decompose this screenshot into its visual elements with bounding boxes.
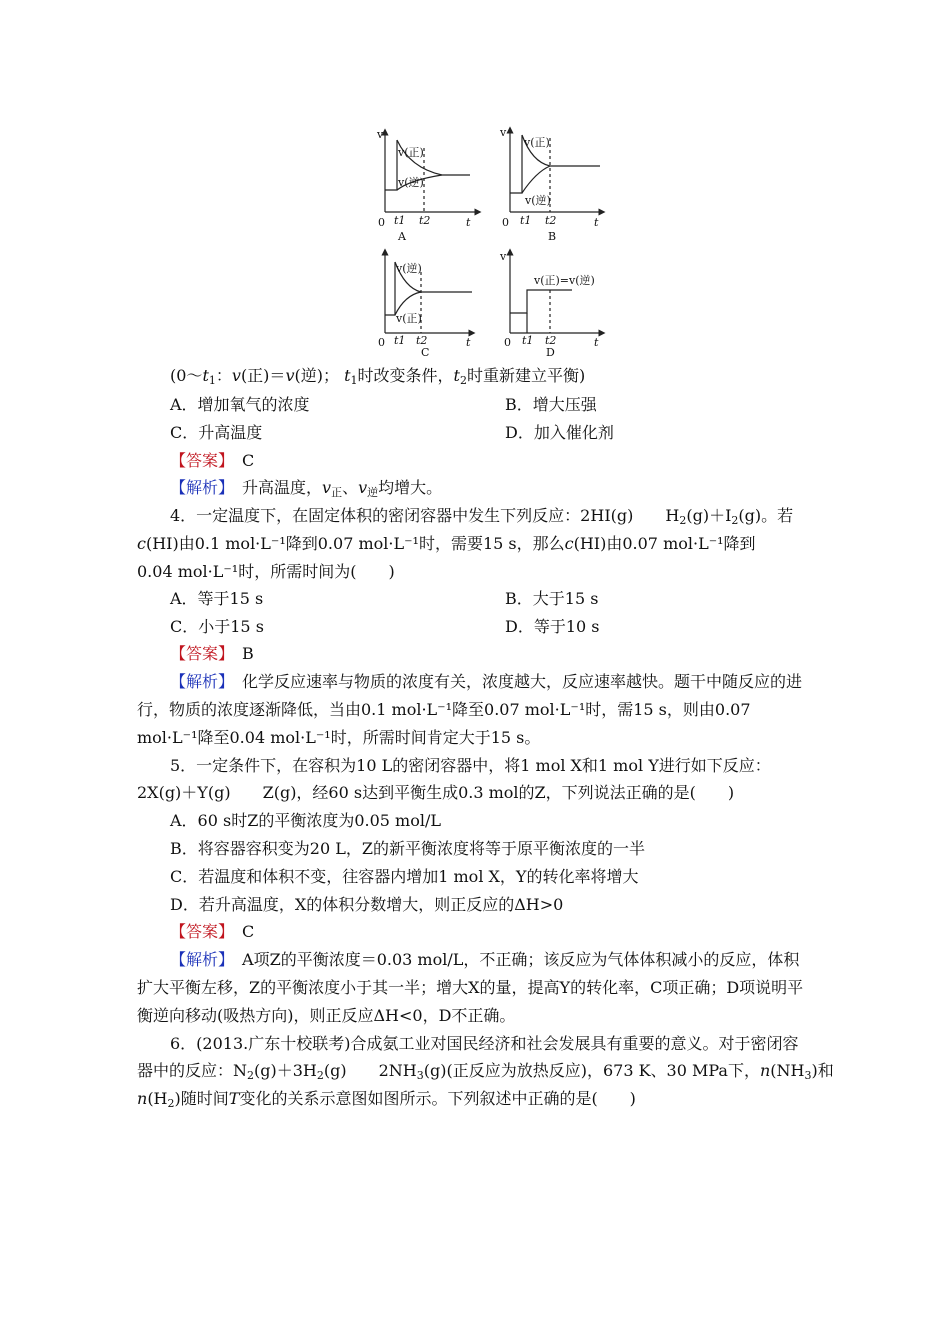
q6-line-3: $n(H_2)$随时间T变化的关系示意图如图所示。下列叙述中正确的是( ): [137, 1089, 636, 1110]
q4-option-b: B．大于15 s: [505, 589, 599, 608]
q3-option-c: C．升高温度: [170, 423, 263, 442]
q4-analysis-2: 行，物质的浓度逐渐降低，当由0.1 mol·L⁻¹降至0.07 mol·L⁻¹时，需15 s，则由0.07: [137, 700, 751, 719]
q6-line-1: 6．(2013.广东十校联考)合成氨工业对国民经济和社会发展具有重要的意义。对于密闭容: [170, 1034, 799, 1053]
q3-answer: 【答案】 C: [170, 451, 255, 470]
q3-condition: ($0\sim t_1$：v(正)＝v(逆)； $t_1$时改变条件，$t_2$时重新建立平衡): [170, 366, 586, 387]
graph-a-upper-label: v(正): [398, 146, 424, 159]
q3-option-d: D．加入催化剂: [505, 423, 614, 442]
q4-answer: 【答案】 B: [170, 644, 254, 663]
axis-origin-a: 0: [378, 216, 385, 229]
graph-b-caption: B: [548, 230, 557, 243]
graph-c-upper-label: v(逆): [396, 262, 422, 275]
q5-analysis-1: 【解析】 A项Z的平衡浓度＝0.03 mol/L，不正确；该反应为气体体积减小的反应，体积: [170, 950, 800, 969]
axis-origin-c: 0: [378, 336, 385, 349]
q3-option-b: B．增大压强: [505, 395, 597, 414]
q5-line-2: 2X(g)＋Y(g) Z(g)，经60 s达到平衡生成0.3 mol的Z，下列说法正确的是( ): [137, 783, 735, 802]
q5-option-d: D．若升高温度，X的体积分数增大，则正反应的ΔH>0: [170, 895, 564, 914]
axis-t1-b: t1: [520, 214, 532, 227]
graph-d-caption: D: [546, 346, 555, 359]
graph-a-caption: A: [398, 230, 406, 243]
q5-option-b: B．将容器容积变为20 L，Z的新平衡浓度将等于原平衡浓度的一半: [170, 839, 645, 858]
q4-line-1: 4．一定温度下，在固定体积的密闭容器中发生下列反应：2HI(g) $H_2(g)+I_2(g)$。若: [170, 506, 794, 527]
graph-c-lower-label: v(正): [396, 312, 422, 325]
graph-c-caption: C: [421, 346, 430, 359]
q5-option-a: A．60 s时Z的平衡浓度为0.05 mol/L: [170, 811, 441, 830]
axis-t2-a: t2: [419, 214, 431, 227]
q4-analysis-1: 【解析】 化学反应速率与物质的浓度有关，浓度越大，反应速率越快。题干中随反应的进: [170, 672, 803, 691]
axis-t-d: t: [594, 336, 599, 349]
graph-a: [385, 132, 478, 212]
axis-origin-d: 0: [504, 336, 511, 349]
axis-origin-b: 0: [502, 216, 509, 229]
axis-t-a: t: [466, 216, 471, 229]
graph-d-curve-label: v(正)=v(逆): [534, 274, 595, 287]
q3-analysis: 【解析】 升高温度，$v_正$、$v_逆$均增大。: [170, 478, 443, 499]
axis-t1-d: t1: [522, 334, 534, 347]
axis-t-c: t: [466, 336, 471, 349]
q5-line-1: 5．一定条件下，在容积为10 L的密闭容器中，将1 mol X和1 mol Y进行如下反应：: [170, 756, 771, 775]
q4-line-3: 0.04 mol·L⁻¹时，所需时间为( ): [137, 562, 395, 581]
q5-option-c: C．若温度和体积不变，往容器内增加1 mol X，Y的转化率将增大: [170, 867, 639, 886]
graph-b-upper-label: v(正): [524, 136, 550, 149]
q4-analysis-3: mol·L⁻¹降至0.04 mol·L⁻¹时，所需时间肯定大于15 s。: [137, 728, 541, 747]
graph-d: [510, 252, 602, 333]
axis-v-b: v: [500, 126, 507, 139]
q5-analysis-3: 衡逆向移动(吸热方向)，则正反应ΔH<0，D不正确。: [137, 1006, 516, 1025]
axis-v-d: v: [500, 250, 507, 263]
q5-analysis-2: 扩大平衡左移，Z的平衡浓度小于其一半；增大X的量，提高Y的转化率，C项正确；D项说明平: [137, 978, 804, 997]
axis-t1-a: t1: [394, 214, 406, 227]
axis-t2-b: t2: [545, 214, 557, 227]
q5-answer: 【答案】 C: [170, 922, 255, 941]
q6-line-2: 器中的反应：$N_2(g)+3H_2(g)$ $2NH_3(g)$(正反应为放热反应)，673 K、30 MPa下，$n(NH_3)$和: [137, 1061, 834, 1082]
vt-graphs: [0, 0, 950, 360]
q3-option-a: A．增加氧气的浓度: [170, 395, 310, 414]
q4-line-2: c(HI)由0.1 mol·L⁻¹降到0.07 mol·L⁻¹时，需要15 s，那么c(HI)由0.07 mol·L⁻¹降到: [137, 534, 756, 553]
q4-option-d: D．等于10 s: [505, 617, 600, 636]
graph-b-lower-label: v(逆): [525, 194, 551, 207]
axis-t2-d: t2: [545, 334, 557, 347]
axis-t-b: t: [594, 216, 599, 229]
q4-option-c: C．小于15 s: [170, 617, 264, 636]
graph-a-lower-label: v(逆): [398, 176, 424, 189]
axis-t1-c: t1: [394, 334, 406, 347]
axis-v-a: v: [377, 128, 384, 141]
axis-t2-c: t2: [416, 334, 428, 347]
q4-option-a: A．等于15 s: [170, 589, 264, 608]
